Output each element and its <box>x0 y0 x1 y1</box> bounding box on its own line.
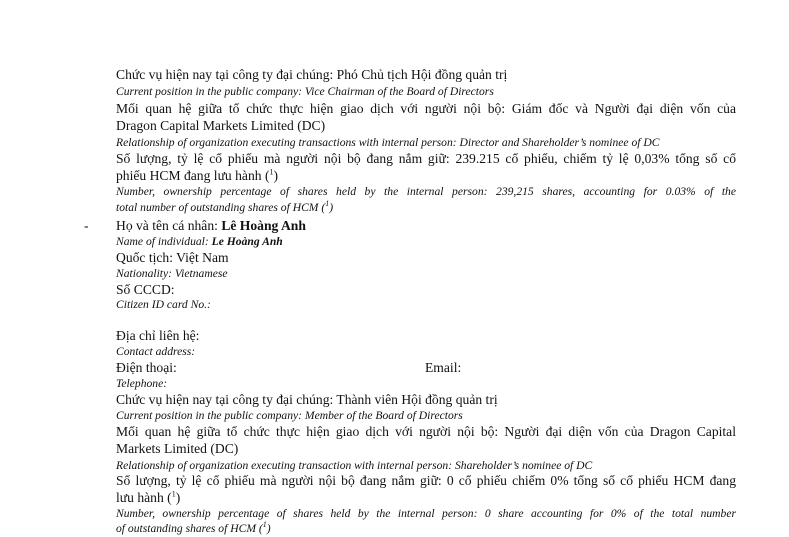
relationship-en: Relationship of organization executing transactions with internal person: Director and Shareholder’s nominee of DC <box>116 136 660 149</box>
name-value-en: Le Hoàng Anh <box>211 235 283 248</box>
id-vi: Số CCCD: <box>116 282 175 297</box>
phone-vi: Điện thoại: <box>116 360 177 375</box>
shares-vi-2-line2 <box>116 490 736 506</box>
close-paren: ) <box>273 168 279 183</box>
nationality-vi: Quốc tịch: Việt Nam <box>116 250 229 265</box>
name-value-vi: Lê Hoàng Anh <box>221 218 306 233</box>
relationship-vi-2-line1: Mối quan hệ giữa tổ chức thực hiện giao dịch với người nội bộ: Người đại diện vốn của Dragon Capital <box>116 424 736 439</box>
position-en-2: Current position in the public company: Member of the Board of Directors <box>116 409 463 422</box>
shares-vi-text: phiếu HCM đang lưu hành ( <box>116 168 270 183</box>
footnote-marker: 1 <box>171 489 176 499</box>
relationship-vi-2-line2: Markets Limited (DC) <box>116 441 239 456</box>
relationship-vi-line1: Mối quan hệ giữa tổ chức thực hiện giao dịch với người nội bộ: Giám đốc và Người đại diện vốn của <box>116 101 736 116</box>
shares-vi-line2 <box>116 168 736 184</box>
shares-en-2-line2 <box>116 521 736 537</box>
position-vi-2: Chức vụ hiện nay tại công ty đại chúng: Thành viên Hội đồng quản trị <box>116 392 498 407</box>
name-label-vi: Họ và tên cá nhân: <box>116 218 222 233</box>
close-paren: ) <box>266 522 271 535</box>
nationality-en: Nationality: Vietnamese <box>116 267 228 280</box>
close-paren: ) <box>329 201 334 214</box>
shares-en-text: total number of outstanding shares of HCM ( <box>116 201 326 214</box>
email-label: Email: <box>425 360 462 375</box>
name-vi <box>116 218 736 234</box>
name-label-en: Name of individual: <box>116 235 212 248</box>
address-en: Contact address: <box>116 345 196 358</box>
footnote-marker: 1 <box>262 520 267 530</box>
shares-vi-line1: Số lượng, tỷ lệ cổ phiếu mà người nội bộ đang nắm giữ: 239.215 cổ phiếu, chiếm tỷ lệ 0,03% tổng số cổ <box>116 151 736 166</box>
shares-en-line1: Number, ownership percentage of shares held by the internal person: 239,215 shares, accounting for 0.03% of the <box>116 185 736 198</box>
footnote-marker: 1 <box>325 199 330 209</box>
position-en: Current position in the public company: Vice Chairman of the Board of Directors <box>116 85 494 98</box>
id-en: Citizen ID card No.: <box>116 298 211 311</box>
close-paren: ) <box>175 490 181 505</box>
shares-en-line2 <box>116 200 736 216</box>
name-en <box>116 234 736 250</box>
shares-en-2-line1: Number, ownership percentage of shares held by the internal person: 0 share accounting for 0% of the total number <box>116 507 736 520</box>
relationship-en-2: Relationship of organization executing transaction with internal person: Shareholder’s nominee of DC <box>116 459 593 472</box>
shares-en-2-text: of outstanding shares of HCM ( <box>116 522 263 535</box>
relationship-vi-line2: Dragon Capital Markets Limited (DC) <box>116 118 326 133</box>
phone-en: Telephone: <box>116 377 168 390</box>
bullet-dash: - <box>84 218 89 233</box>
footnote-marker: 1 <box>269 167 274 177</box>
shares-vi-2-text: lưu hành ( <box>116 490 172 505</box>
shares-vi-2-line1: Số lượng, tỷ lệ cổ phiếu mà người nội bộ đang nắm giữ: 0 cổ phiếu chiếm 0% tổng số cổ phiếu HCM đang <box>116 473 736 488</box>
address-vi: Địa chỉ liên hệ: <box>116 328 200 343</box>
position-vi: Chức vụ hiện nay tại công ty đại chúng: Phó Chủ tịch Hội đồng quản trị <box>116 67 508 82</box>
